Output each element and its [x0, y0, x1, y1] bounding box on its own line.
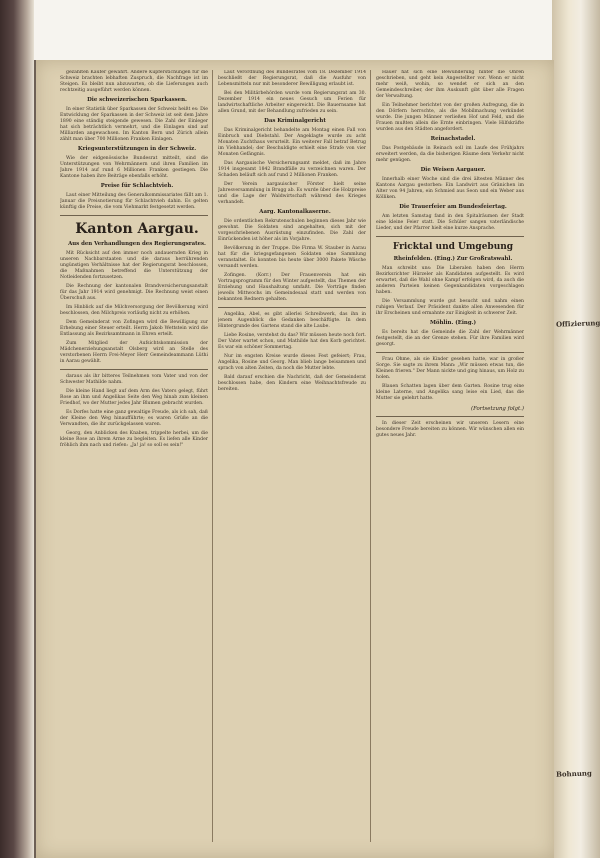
feuilleton-paragraph: Nur im engsten Kreise wurde dieses Fest gefeiert; Frau, Angelika, Rosine und Georg. Man blieb lange beisammen und sprach von alten Zeiten, da noch die Mutter lebte.	[218, 354, 366, 371]
article-paragraph: Das Postgebäude in Reinach soll im Laufe des Frühjahrs erweitert werden, da die bisherigen Räume dem Verkehr nicht mehr genügen.	[376, 146, 524, 163]
article-heading: Die Trauerfeier am Bundesfeiertag.	[399, 204, 507, 210]
column-1	[60, 70, 208, 842]
article-paragraph: Dem Gemeinderat von Zofingen wird die Bewilligung zur Erhebung einer Steuer erteilt. Herrn Jakob Wettstein wird die Entlassung als Bezirksamtmann in Ehren erteilt.	[60, 320, 208, 337]
article-paragraph: Bei den Militärbehörden wurde vom Regierungsrat am 30. Dezember 1914 ein neues Gesuch um Ferien für landwirtschaftliche Arbeiter eingereicht. Die Bauernsame hat allen Grund, mit der Behandlung zufrieden zu sein.	[218, 91, 366, 114]
article-paragraph: Zum Mitglied der Aufsichtskommission der Mädchenerziehungsanstalt Olsberg wird an Stelle des verstorbenen Herrn Frei-Meyer Herr Gemeindeammann Lüthi in Aarau gewählt.	[60, 341, 208, 364]
article-paragraph: Bevölkerung in der Truppe. Die Firma W. Stauber in Aarau hat für die kriegsgefangenen Soldaten eine Sammlung veranstaltet. Es konnten bis heute über 3000 Pakete Wäsche versandt werden.	[218, 246, 366, 269]
article-paragraph: Das Kriminalgericht behandelte am Montag einen Fall von Einbruch und Diebstahl. Der Angeklagte wurde zu acht Monaten Zuchthaus verurteilt. Ein weiterer Fall betraf Betrug im Viehhandel; der Beschuldigte erhielt eine Strafe von vier Monaten Gefängnis.	[218, 128, 366, 157]
feuilleton-paragraph: Die kleine Hand liegt auf dem Arm des Vaters gelegt, führt Rose an ihm und Angelikas Seite den Weg hinab zum kleinen Friedhof, wo der Mutter jedes Jahr Blumen gebracht wurden.	[60, 389, 208, 406]
section-title-kanton-aargau: Kanton Aargau.	[75, 221, 199, 237]
newspaper-page	[34, 60, 554, 858]
continuation-note: (Fortsetzung folgt.)	[470, 406, 524, 412]
article-heading: Die Weisen Aargauer.	[420, 167, 486, 173]
article-heading: Reinachstadel.	[430, 136, 476, 142]
article-paragraph: Die Versammlung wurde gut besucht und nahm einen ruhigen Verlauf. Der Präsident dankte allen Anwesenden für ihr Erscheinen und ermahnte zur Einigkeit in schwerer Zeit.	[376, 299, 524, 316]
next-page-edge	[552, 0, 600, 858]
article-paragraph: Innerhalb einer Woche sind die drei ältesten Männer des Kantons Aargau gestorben: Ein Landwirt aus Gränichen im Alter von 94 Jahren, ein Schmied aus Seon und ein Weber aus Kölliken.	[376, 177, 524, 200]
section-rule	[376, 416, 524, 417]
feuilleton-paragraph: Liebe Rosine, verstehst du das? Wir müssen heute noch fort. Der Vater wartet schon, und Mathilde hat den Korb gerichtet. Es war ein schöner Sommertag.	[218, 333, 366, 350]
article-heading: Das Kriminalgericht	[264, 118, 326, 124]
feuilleton-paragraph: Georg, den Anblicken des Knaben, trippelte herbei, um die kleine Rose an ihrem Arme zu begleiten. Es liefen alle Kinder fröhlich ihm nach und riefen: „Ja! ja! so soll es sein!"	[60, 431, 208, 448]
article-paragraph: Am letzten Samstag fand in den Spitalräumen der Stadt eine kleine Feier statt. Die Schüler sangen vaterländische Lieder, und der Pfarrer hielt eine kurze Ansprache.	[376, 214, 524, 231]
column-2	[218, 70, 366, 842]
book-spine	[0, 0, 34, 858]
article-paragraph: Im Hinblick auf die Milchversorgung der Bevölkerung wird beschlossen, den Milchpreis vorläufig nicht zu erhöhen.	[60, 305, 208, 316]
section-rule	[376, 236, 524, 237]
article-paragraph: Mit Rücksicht auf den immer noch andauernden Krieg in unseren Nachbarstaaten und die daraus herrührenden ungünstigen Verhältnisse hat der Regierungsrat beschlossen, die Maßnahmen betreffend die Unterstützung der Notleidenden fortzusetzen.	[60, 251, 208, 280]
article-heading: Aus den Verhandlungen des Regierungsrates.	[68, 241, 206, 247]
article-paragraph: Laut Verordnung des Bundesrates vom 18. Dezember 1914 beschließt der Regierungsrat, daß die Ausfuhr von Lebensmitteln nur mit besonderer Bewilligung erlaubt ist.	[218, 70, 366, 87]
article-paragraph: In dieser Zeit erscheinen wir unseren Lesern eine besondere Freude bereiten zu können. Wir wünschen allen ein gutes neues Jahr.	[376, 421, 524, 438]
article-paragraph: Die ordentlichen Rekrutenschulen beginnen dieses Jahr wie gewohnt. Die Soldaten sind angehalten, sich mit der vorgeschriebenen Ausrüstung einzufinden. Die Zahl der Einrückenden ist höher als im Vorjahre.	[218, 219, 366, 242]
article-paragraph: Die Rechnung der kantonalen Brandversicherungsanstalt für das Jahr 1914 wird genehmigt. Die Rechnung weist einen Überschuß aus.	[60, 284, 208, 301]
article-heading: Aarg. Kantonalkaserne.	[259, 209, 331, 215]
feuilleton-paragraph: Blauen Schatten lagen über dem Garten. Rosine trug eine kleine Laterne, und Angelika sang leise ein Lied, das die Mutter sie gelehrt hatte.	[376, 384, 524, 401]
article-paragraph: Laut einer Mitteilung des Generalkommissariates fällt am 1. Januar die Preisnotierung für Schlachtvieh dahin. Es gelten künftig die Preise, die vom Viehmarkt festgesetzt werden.	[60, 193, 208, 210]
feuilleton-paragraph: Frau Ohme, als sie Kinder gesehen hatte, war in großer Sorge. Sie sagte zu ihrem Mann: „Wir müssen etwas tun, die Kleinen frieren." Der Mann nickte und ging hinaus, um Holz zu holen.	[376, 357, 524, 380]
feuilleton-paragraph: Bald darauf erschien die Nachricht, daß der Gemeinderat beschlossen habe, den Kindern eine Weihnachtsfreude zu bereiten.	[218, 375, 366, 392]
article-heading: Kriegsunterstützungen in der Schweiz.	[77, 146, 197, 152]
article-paragraph: Ein Teilnehmer berichtet von der großen Aufregung, die in den Dörfern herrschte, als die Mobilmachung verkündet wurde. Die jungen Männer verließen Hof und Feld, und die Frauen mußten allein die Ernte einbringen. Viele Hilfskräfte wurden aus den Städten angefordert.	[376, 103, 524, 132]
article-heading: Preise für Schlachtvieh.	[100, 183, 174, 189]
article-paragraph: In einer Statistik über Sparkassen der Schweiz heißt es: Die Entwicklung der Sparkassen in der Schweiz ist seit dem Jahre 1890 eine ständig steigende gewesen. Die Zahl der Einleger hat sich beträchtlich vermehrt, und die Einlagen sind auf Milliarden angewachsen. Im Kanton Bern und Zürich allein zählt man über 700 Millionen Franken Einlagen.	[60, 107, 208, 142]
section-title-fricktal: Fricktal und Umgebung	[392, 242, 514, 252]
section-rule	[60, 369, 208, 370]
section-rule	[376, 352, 524, 353]
article-paragraph: gezählten Käufer gewährt. Andere Kupferstichungen für die Schweiz brachten lebhaften Zuspruch, die Nachfrage ist im Steigen. Es bleibt nun abzuwarten, ob die Lieferungen auch rechtzeitig ausgeführt werden können.	[60, 70, 208, 93]
article-heading: Die schweizerischen Sparkassen.	[87, 97, 187, 103]
article-paragraph: Es bereits hat die Gemeinde die Zahl der Wehrmänner festgestellt, die an der Grenze stehen. Für ihre Familien wird gesorgt.	[376, 330, 524, 347]
adjacent-page-fragment: Offizierung	[555, 318, 600, 329]
section-rule	[60, 215, 208, 216]
feuilleton-paragraph: Es Dorfes hatte eine ganz gewaltige Freude, als ich sah, daß der Kleine den Weg hinaufführte; es waren Grüße an die Verwandten, die ihr zurückgelassen waren.	[60, 410, 208, 427]
column-3	[376, 70, 524, 842]
article-heading: Möhlin. (Eing.)	[429, 320, 477, 326]
article-paragraph: Man schreibt uns: Die Liberalen haben den Herrn Bezirksrichter Hürzeler als Kandidaten aufgestellt. Es wird erwartet, daß die Wahl ohne Kampf erfolgen wird, da auch die anderen Parteien keinen Gegenkandidaten vorgeschlagen haben.	[376, 266, 524, 295]
feuilleton-paragraph: Angelika, Abel, es gibt allerlei Schreibwerk, das ihn in jenem Augenblick die Gedanken beschäftigte. In dem Hintergrunde des Gartens stand die alte Laube.	[218, 312, 366, 329]
column-divider	[212, 70, 213, 842]
article-paragraph: Das Aargauische Versicherungsamt meldet, daß im Jahre 1914 insgesamt 1842 Brandfälle zu verzeichnen waren. Der Schaden beläuft sich auf rund 2 Millionen Franken.	[218, 161, 366, 178]
feuilleton-paragraph: daraus als ihr bitteres Teilnehmen vom Vater und von der Schwester Mathilde nahm.	[60, 374, 208, 385]
section-rule	[218, 307, 366, 308]
article-paragraph: Zofingen. (Korr.) Der Frauenverein hat ein Vortragsprogramm für den Winter aufgestellt, das Themen der Erziehung und Haushaltung umfaßt. Die Vorträge finden jeweils Mittwochs im Gemeindesaal statt und werden von bekannten Rednern gehalten.	[218, 273, 366, 302]
adjacent-page-fragment: Bohnung	[555, 768, 592, 779]
article-heading: Rheinfelden. (Eing.) Zur Großratswahl.	[393, 256, 513, 262]
article-paragraph: Hauer hat sich eine Bewunderung hinter die Ohren geschrieben, und geht kein Angestellter vor. Wenn er nicht mehr weiß, wohin, so wendet er sich an den Gemeindeschreiber, der ihm Auskunft gibt über alle Fragen der Verwaltung.	[376, 70, 524, 99]
article-paragraph: Der Verein aargauischer Förster hielt seine Jahresversammlung in Brugg ab. Es wurde über die Holzpreise und die Lage der Waldwirtschaft während des Krieges verhandelt.	[218, 182, 366, 205]
column-divider	[370, 70, 371, 842]
article-paragraph: Wie der eidgenössische Bundesrat mitteilt, sind die Unterstützungen von Wehrmännern und ihren Familien im Jahre 1914 auf rund 6 Millionen Franken gestiegen. Die Kantone haben ihre Beiträge ebenfalls erhöht.	[60, 156, 208, 179]
